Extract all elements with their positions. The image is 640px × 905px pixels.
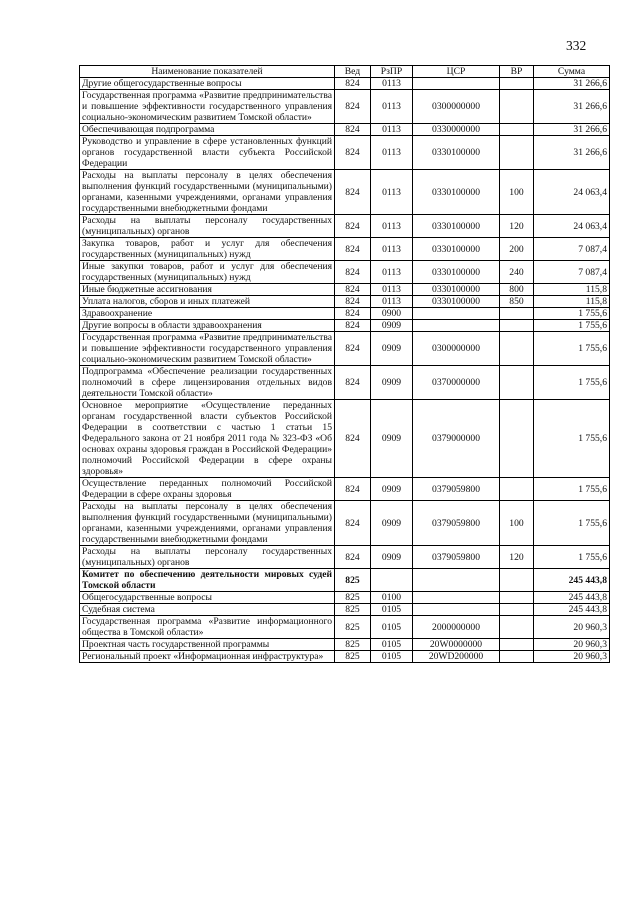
cell-rzpr: 0909	[371, 332, 413, 366]
cell-sum: 7 087,4	[534, 238, 610, 261]
cell-rzpr: 0105	[371, 604, 413, 616]
cell-sum: 245 443,8	[534, 569, 610, 592]
cell-csr: 0330100000	[413, 170, 500, 215]
cell-ved: 824	[335, 308, 371, 320]
cell-sum: 20 960,3	[534, 651, 610, 663]
cell-csr	[413, 78, 500, 90]
cell-ved: 824	[335, 78, 371, 90]
cell-name: Государственная программа «Развитие предпринимательства и повышение эффективности государственного управления социально-экономическим развитием Томской области»	[80, 332, 335, 366]
cell-sum: 115,8	[534, 284, 610, 296]
cell-csr: 0330100000	[413, 261, 500, 284]
cell-sum: 245 443,8	[534, 604, 610, 616]
cell-sum: 31 266,6	[534, 124, 610, 136]
cell-ved: 824	[335, 136, 371, 170]
cell-sum: 1 755,6	[534, 478, 610, 501]
cell-name: Другие общегосударственные вопросы	[80, 78, 335, 90]
table-row	[80, 296, 610, 308]
cell-name: Расходы на выплаты персоналу государственных (муниципальных) органов	[80, 546, 335, 569]
cell-csr	[413, 592, 500, 604]
cell-ved: 824	[335, 238, 371, 261]
cell-vr: 800	[500, 284, 534, 296]
cell-vr	[500, 592, 534, 604]
cell-vr: 120	[500, 215, 534, 238]
cell-name: Иные бюджетные ассигнования	[80, 284, 335, 296]
cell-vr	[500, 478, 534, 501]
table-row	[80, 639, 610, 651]
cell-rzpr: 0105	[371, 639, 413, 651]
cell-csr: 0300000000	[413, 332, 500, 366]
cell-name: Государственная программа «Развитие информационного общества в Томской области»	[80, 616, 335, 639]
cell-name: Обеспечивающая подпрограмма	[80, 124, 335, 136]
cell-csr: 0379000000	[413, 400, 500, 478]
cell-name: Иные закупки товаров, работ и услуг для обеспечения государственных (муниципальных) нужд	[80, 261, 335, 284]
cell-name: Закупка товаров, работ и услуг для обеспечения государственных (муниципальных) нужд	[80, 238, 335, 261]
header-sum: Сумма	[534, 66, 610, 78]
cell-vr	[500, 78, 534, 90]
cell-csr: 2000000000	[413, 616, 500, 639]
cell-csr: 0379059800	[413, 478, 500, 501]
table-row	[80, 501, 610, 546]
header-rzpr: РзПР	[371, 66, 413, 78]
table-header-row	[80, 66, 610, 78]
cell-name: Государственная программа «Развитие предпринимательства и повышение эффективности государственного управления социально-экономическим развитием Томской области»	[80, 90, 335, 124]
cell-ved: 824	[335, 366, 371, 400]
cell-csr	[413, 308, 500, 320]
cell-sum: 1 755,6	[534, 501, 610, 546]
cell-vr: 240	[500, 261, 534, 284]
cell-vr	[500, 124, 534, 136]
cell-rzpr: 0113	[371, 78, 413, 90]
cell-rzpr: 0113	[371, 238, 413, 261]
cell-csr: 0330100000	[413, 215, 500, 238]
cell-sum: 1 755,6	[534, 366, 610, 400]
cell-ved: 824	[335, 478, 371, 501]
cell-rzpr: 0909	[371, 501, 413, 546]
table-row	[80, 320, 610, 332]
cell-sum: 31 266,6	[534, 78, 610, 90]
cell-name: Региональный проект «Информационная инфраструктура»	[80, 651, 335, 663]
cell-vr	[500, 639, 534, 651]
table-row	[80, 215, 610, 238]
cell-csr	[413, 569, 500, 592]
cell-csr: 0300000000	[413, 90, 500, 124]
cell-rzpr: 0100	[371, 592, 413, 604]
cell-rzpr: 0900	[371, 308, 413, 320]
cell-vr: 200	[500, 238, 534, 261]
table-row	[80, 616, 610, 639]
cell-vr	[500, 400, 534, 478]
cell-name: Расходы на выплаты персоналу государственных (муниципальных) органов	[80, 215, 335, 238]
header-ved: Вед	[335, 66, 371, 78]
cell-rzpr: 0909	[371, 400, 413, 478]
cell-rzpr: 0113	[371, 284, 413, 296]
cell-ved: 824	[335, 501, 371, 546]
cell-name: Подпрограмма «Обеспечение реализации государственных полномочий в сфере лицензирования отдельных видов деятельности Томской области»	[80, 366, 335, 400]
cell-ved: 825	[335, 616, 371, 639]
cell-name: Проектная часть государственной программы	[80, 639, 335, 651]
cell-rzpr: 0113	[371, 261, 413, 284]
cell-csr	[413, 320, 500, 332]
cell-vr	[500, 604, 534, 616]
cell-ved: 824	[335, 296, 371, 308]
cell-csr: 20W0000000	[413, 639, 500, 651]
cell-vr	[500, 136, 534, 170]
cell-ved: 824	[335, 124, 371, 136]
page-number: 332	[566, 38, 587, 53]
cell-sum: 20 960,3	[534, 639, 610, 651]
budget-table	[79, 65, 610, 663]
cell-rzpr: 0113	[371, 136, 413, 170]
cell-vr	[500, 651, 534, 663]
cell-sum: 24 063,4	[534, 170, 610, 215]
table-row	[80, 651, 610, 663]
table-row	[80, 136, 610, 170]
cell-csr: 0379059800	[413, 501, 500, 546]
cell-name: Основное мероприятие «Осуществление переданных органам государственной власти субъектов Российской Федерации в соответствии с частью 1 статьи 15 Федерального закона от 21 ноября 2011 года № 323-ФЗ «Об основах охраны здоровья граждан в Российской Федерации» полномочий Российской Федерации в сфере охраны здоровья»	[80, 400, 335, 478]
table-body	[80, 78, 610, 663]
cell-ved: 825	[335, 604, 371, 616]
cell-rzpr: 0909	[371, 546, 413, 569]
cell-csr: 0330100000	[413, 238, 500, 261]
cell-sum: 1 755,6	[534, 400, 610, 478]
cell-vr	[500, 366, 534, 400]
cell-rzpr: 0105	[371, 651, 413, 663]
cell-ved: 824	[335, 284, 371, 296]
cell-sum: 245 443,8	[534, 592, 610, 604]
cell-vr: 100	[500, 501, 534, 546]
cell-name: Руководство и управление в сфере установленных функций органов государственной власти субъекта Российской Федерации	[80, 136, 335, 170]
table-row	[80, 308, 610, 320]
table-row	[80, 124, 610, 136]
cell-ved: 824	[335, 215, 371, 238]
table-row	[80, 592, 610, 604]
cell-rzpr: 0909	[371, 320, 413, 332]
cell-rzpr: 0113	[371, 215, 413, 238]
table-row	[80, 604, 610, 616]
cell-ved: 824	[335, 170, 371, 215]
table-row	[80, 90, 610, 124]
cell-ved: 824	[335, 400, 371, 478]
header-csr: ЦСР	[413, 66, 500, 78]
cell-name: Общегосударственные вопросы	[80, 592, 335, 604]
cell-ved: 825	[335, 651, 371, 663]
cell-vr: 100	[500, 170, 534, 215]
cell-rzpr	[371, 569, 413, 592]
cell-name: Здравоохранение	[80, 308, 335, 320]
cell-vr	[500, 616, 534, 639]
cell-name: Расходы на выплаты персоналу в целях обеспечения выполнения функций государственными (муниципальными) органами, казенными учреждениями, органами управления государственными внебюджетными фондами	[80, 501, 335, 546]
table-row	[80, 400, 610, 478]
cell-name: Судебная система	[80, 604, 335, 616]
cell-sum: 24 063,4	[534, 215, 610, 238]
table-row	[80, 366, 610, 400]
cell-sum: 31 266,6	[534, 90, 610, 124]
cell-vr: 120	[500, 546, 534, 569]
cell-vr	[500, 308, 534, 320]
cell-sum: 31 266,6	[534, 136, 610, 170]
table-row	[80, 332, 610, 366]
cell-ved: 825	[335, 569, 371, 592]
table-row	[80, 238, 610, 261]
cell-ved: 824	[335, 332, 371, 366]
cell-sum: 1 755,6	[534, 332, 610, 366]
cell-sum: 1 755,6	[534, 320, 610, 332]
cell-ved: 824	[335, 320, 371, 332]
cell-ved: 824	[335, 261, 371, 284]
cell-rzpr: 0909	[371, 366, 413, 400]
cell-name: Уплата налогов, сборов и иных платежей	[80, 296, 335, 308]
table-row	[80, 546, 610, 569]
cell-csr: 0330100000	[413, 296, 500, 308]
cell-sum: 20 960,3	[534, 616, 610, 639]
cell-csr: 0379059800	[413, 546, 500, 569]
cell-rzpr: 0105	[371, 616, 413, 639]
cell-ved: 824	[335, 546, 371, 569]
cell-name: Осуществление переданных полномочий Российской Федерации в сфере охраны здоровья	[80, 478, 335, 501]
cell-csr: 0330100000	[413, 136, 500, 170]
cell-name: Другие вопросы в области здравоохранения	[80, 320, 335, 332]
table-row	[80, 170, 610, 215]
cell-sum: 115,8	[534, 296, 610, 308]
cell-csr: 0370000000	[413, 366, 500, 400]
cell-csr	[413, 604, 500, 616]
header-vr: ВР	[500, 66, 534, 78]
cell-rzpr: 0113	[371, 90, 413, 124]
cell-rzpr: 0113	[371, 124, 413, 136]
table-row	[80, 261, 610, 284]
cell-ved: 825	[335, 639, 371, 651]
cell-sum: 1 755,6	[534, 308, 610, 320]
table-row	[80, 569, 610, 592]
cell-name: Расходы на выплаты персоналу в целях обеспечения выполнения функций государственными (муниципальными) органами, казенными учреждениями, органами управления государственными внебюджетными фондами	[80, 170, 335, 215]
cell-sum: 7 087,4	[534, 261, 610, 284]
cell-rzpr: 0113	[371, 170, 413, 215]
cell-csr: 0330000000	[413, 124, 500, 136]
cell-vr	[500, 332, 534, 366]
cell-vr	[500, 90, 534, 124]
cell-csr: 0330100000	[413, 284, 500, 296]
cell-rzpr: 0113	[371, 296, 413, 308]
header-name: Наименование показателей	[80, 66, 335, 78]
cell-rzpr: 0909	[371, 478, 413, 501]
cell-ved: 824	[335, 90, 371, 124]
cell-csr: 20WD200000	[413, 651, 500, 663]
cell-name: Комитет по обеспечению деятельности мировых судей Томской области	[80, 569, 335, 592]
table-row	[80, 284, 610, 296]
table-row	[80, 78, 610, 90]
cell-sum: 1 755,6	[534, 546, 610, 569]
cell-vr: 850	[500, 296, 534, 308]
table-row	[80, 478, 610, 501]
cell-vr	[500, 320, 534, 332]
cell-ved: 825	[335, 592, 371, 604]
cell-vr	[500, 569, 534, 592]
